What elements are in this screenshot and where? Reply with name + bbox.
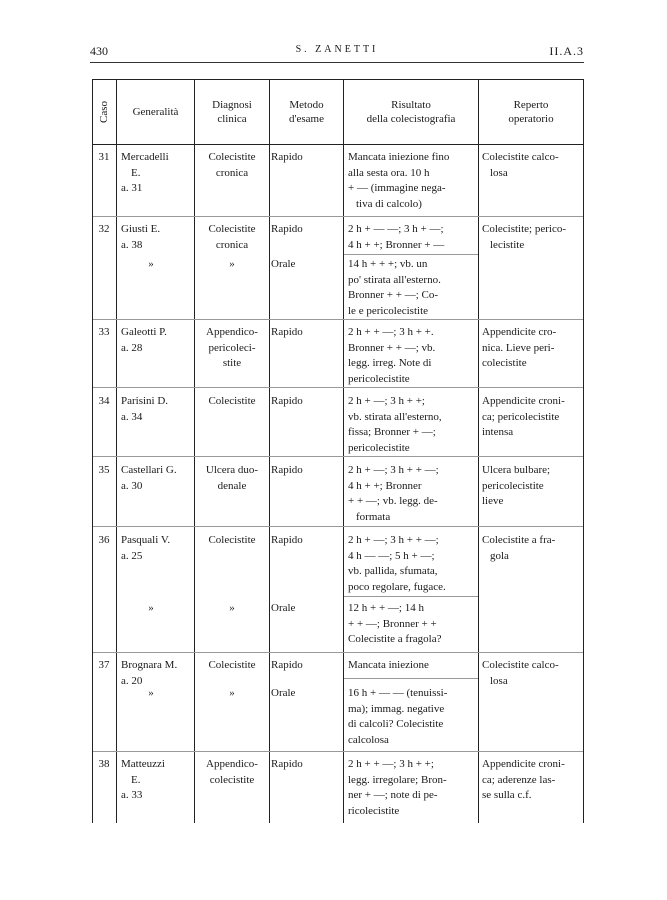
- cholecystography-result: 2 h + — —; 3 h + —; 4 h + +; Bronner + —: [348, 223, 445, 251]
- cholecystography-result: 16 h + — — (tenuissi- ma); immag. negative di calcoli? Colecistite calcolosa: [348, 687, 448, 746]
- clinical-diagnosis: Colecistite: [208, 659, 256, 671]
- patient-info: Brognara M. a. 20: [121, 659, 178, 687]
- column-divider: [343, 80, 344, 823]
- cholecystography-result: 12 h + + —; 14 h + + —; Bronner + + Colecistite a fragola?: [348, 602, 442, 645]
- case-number: 36: [98, 534, 110, 546]
- sub-row-divider: [344, 678, 478, 679]
- column-header-metodo: Metodo d'esame: [289, 99, 324, 125]
- patient-info: Matteuzzi E. a. 33: [121, 758, 165, 801]
- column-header-reperto: Reperto operatorio: [508, 99, 554, 125]
- column-header-caso: Caso: [98, 101, 110, 123]
- cholecystography-result: 14 h + + +; vb. un po' stirata all'esterno. Bronner + + —; Co- le e pericolecistite: [348, 258, 441, 317]
- sub-row-divider: [344, 254, 478, 255]
- column-divider: [269, 80, 270, 823]
- ditto-mark: »: [148, 258, 154, 270]
- surgical-finding: Ulcera bulbare; pericolecistite lieve: [482, 464, 551, 507]
- case-number: 32: [98, 223, 110, 235]
- exam-method: Orale: [271, 602, 296, 614]
- sub-row-divider: [344, 596, 478, 597]
- cholecystography-result: 2 h + —; 3 h + +; vb. stirata all'esterno, fissa; Bronner + —; pericolecistite: [348, 395, 442, 454]
- exam-method: Orale: [271, 258, 296, 270]
- clinical-diagnosis: Appendico- pericoleci- stite: [206, 326, 258, 369]
- exam-method: Rapido: [271, 151, 303, 163]
- row-divider: [93, 652, 583, 653]
- patient-info: Giusti E. a. 38: [121, 223, 161, 251]
- surgical-finding: Colecistite calco- losa: [482, 151, 559, 179]
- column-header-risultato: Risultato della colecistografia: [366, 99, 456, 125]
- row-divider: [93, 387, 583, 388]
- case-number: 33: [98, 326, 110, 338]
- clinical-diagnosis: Colecistite: [208, 395, 256, 407]
- surgical-finding: Appendicite croni- ca; aderenze las- se sulla c.f.: [482, 758, 565, 801]
- clinical-diagnosis: Appendico- colecistite: [206, 758, 258, 786]
- row-divider: [93, 216, 583, 217]
- row-divider: [93, 319, 583, 320]
- cholecystography-result: 2 h + —; 3 h + + —; 4 h + +; Bronner + + —; vb. legg. de- formata: [348, 464, 439, 523]
- header-rule: [90, 62, 584, 63]
- exam-method: Orale: [271, 687, 296, 699]
- row-divider: [93, 526, 583, 527]
- ditto-mark: »: [229, 687, 235, 699]
- patient-info: Castellari G. a. 30: [121, 464, 177, 492]
- patient-info: Parisini D. a. 34: [121, 395, 169, 423]
- cholecystography-result: Mancata iniezione: [348, 659, 429, 671]
- surgical-finding: Colecistite calco- losa: [482, 659, 559, 687]
- ditto-mark: »: [229, 602, 235, 614]
- surgical-finding: Appendicite croni- ca; pericolecistite intensa: [482, 395, 565, 438]
- page-number: 430: [90, 44, 108, 58]
- patient-info: Pasquali V. a. 25: [121, 534, 171, 562]
- section-reference: II.A.3: [549, 44, 584, 58]
- exam-method: Rapido: [271, 534, 303, 546]
- exam-method: Rapido: [271, 326, 303, 338]
- case-number: 38: [98, 758, 110, 770]
- case-number: 37: [98, 659, 110, 671]
- case-number: 35: [98, 464, 110, 476]
- ditto-mark: »: [148, 602, 154, 614]
- row-divider: [93, 751, 583, 752]
- exam-method: Rapido: [271, 659, 303, 671]
- case-number: 31: [98, 151, 110, 163]
- clinical-diagnosis: Ulcera duo- denale: [205, 464, 259, 492]
- cholecystography-result: 2 h + —; 3 h + + —; 4 h — —; 5 h + —; vb. pallida, sfumata, poco regolare, fugace.: [348, 534, 446, 593]
- clinical-diagnosis: Colecistite: [208, 534, 256, 546]
- exam-method: Rapido: [271, 758, 303, 770]
- patient-info: Galeotti P. a. 28: [121, 326, 167, 354]
- exam-method: Rapido: [271, 395, 303, 407]
- page-header: [90, 44, 584, 60]
- surgical-finding: Colecistite; perico- lecistite: [482, 223, 566, 251]
- column-header-diagnosi: Diagnosi clinica: [212, 99, 252, 125]
- case-number: 34: [98, 395, 110, 407]
- ditto-mark: »: [229, 258, 235, 270]
- cases-table: [92, 79, 584, 823]
- column-divider: [194, 80, 195, 823]
- ditto-mark: »: [148, 687, 154, 699]
- patient-info: Mercadelli E. a. 31: [121, 151, 169, 194]
- running-title: S. ZANETTI: [295, 44, 379, 55]
- exam-method: Rapido: [271, 464, 303, 476]
- column-divider: [116, 80, 117, 823]
- exam-method: Rapido: [271, 223, 303, 235]
- surgical-finding: Appendicite cro- nica. Lieve peri- colecistite: [482, 326, 557, 369]
- cholecystography-result: 2 h + + —; 3 h + +. Bronner + + —; vb. legg. irreg. Note di pericolecistite: [348, 326, 436, 385]
- row-divider: [93, 456, 583, 457]
- surgical-finding: Colecistite a fra- gola: [482, 534, 556, 562]
- clinical-diagnosis: Colecistite cronica: [208, 223, 256, 251]
- cholecystography-result: Mancata iniezione fino alla sesta ora. 10 h + — (immagine nega- tiva di calcolo): [348, 151, 450, 210]
- cholecystography-result: 2 h + + —; 3 h + +; legg. irregolare; Bron- ner + —; note di pe- ricolecistite: [348, 758, 447, 817]
- column-header-generalita: Generalità: [132, 106, 179, 118]
- column-divider: [478, 80, 479, 823]
- clinical-diagnosis: Colecistite cronica: [208, 151, 256, 179]
